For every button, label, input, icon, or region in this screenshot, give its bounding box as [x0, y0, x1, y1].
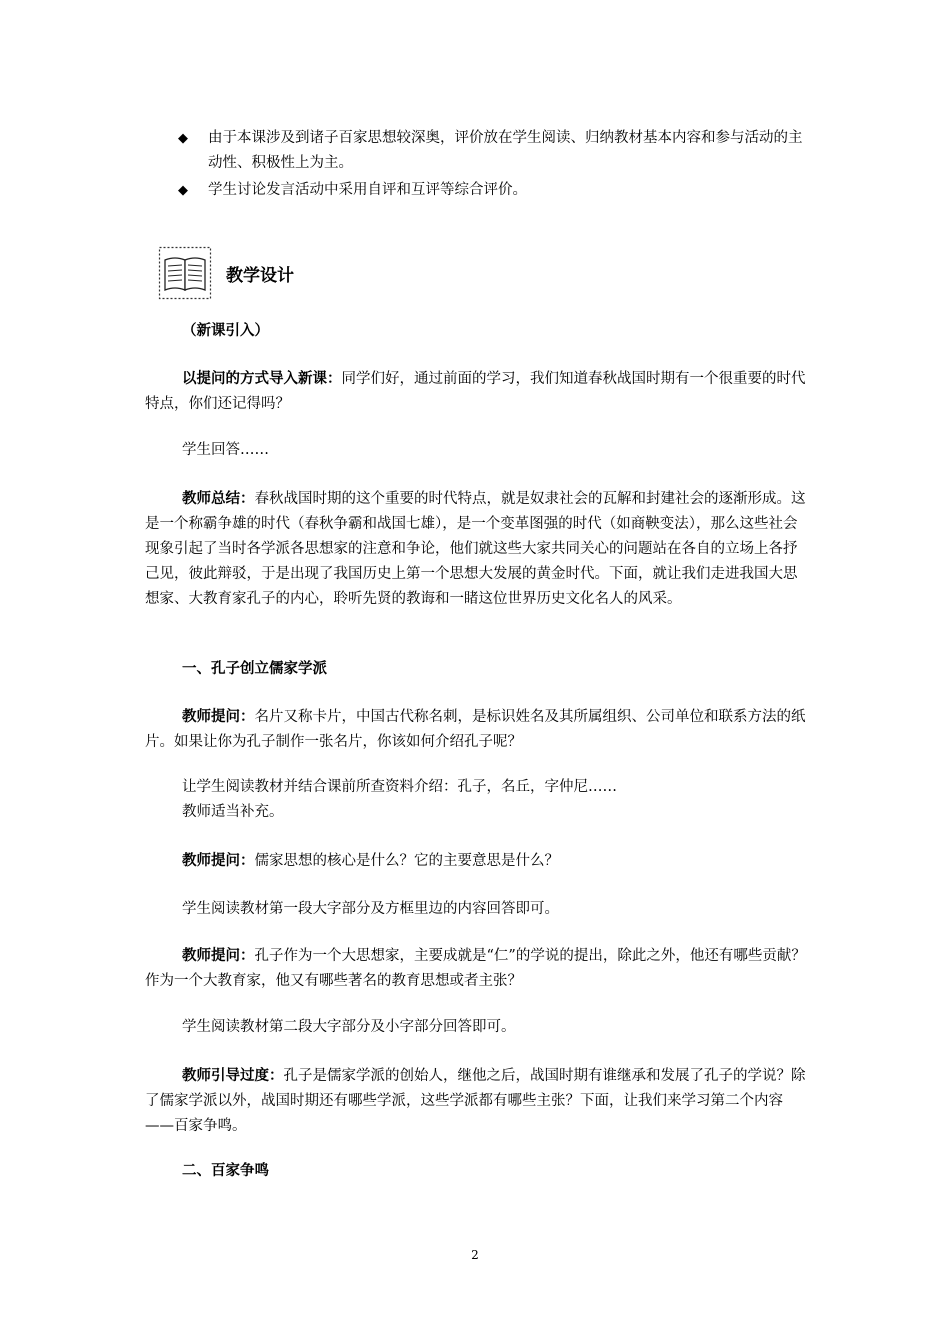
paragraph-label: 教师总结：	[182, 490, 255, 507]
paragraph-text: 儒家思想的核心是什么？它的主要意思是什么？	[254, 853, 559, 869]
paragraph-student-answer: 学生回答……	[182, 442, 269, 458]
paragraph-intro-question	[145, 366, 809, 417]
paragraph-teacher-question-2	[145, 848, 809, 874]
paragraph-teacher-summary	[145, 486, 809, 612]
diamond-bullet-icon: ◆	[178, 131, 188, 146]
paragraph-line: 让学生阅读教材并结合课前所查资料介绍：孔子，名丘，字仲尼……	[182, 779, 617, 795]
paragraph-teacher-transition	[145, 1063, 809, 1139]
paragraph-label: 教师提问：	[182, 852, 255, 869]
paragraph-text: 名片又称卡片，中国古代称名刺，是标识姓名及其所属组织、公司单位和联系方法的纸片。如果让你为孔子制作一张名片，你该如何介绍孔子呢？	[145, 709, 806, 750]
paragraph-label: 教师提问：	[182, 947, 255, 964]
paragraph-teacher-question-3	[145, 943, 809, 994]
paragraph-student-reading	[182, 775, 810, 825]
paragraph-label: 以提问的方式导入新课：	[182, 370, 342, 387]
paragraph-teacher-question-1	[145, 704, 809, 755]
paragraph-text: 孔子作为一个大思想家，主要成就是“仁”的学说的提出，除此之外，他还有哪些贡献？作为一个大教育家，他又有哪些著名的教育思想或者主张？	[145, 948, 806, 989]
page-number: 2	[471, 1248, 479, 1262]
bullet-text: 学生讨论发言活动中采用自评和互评等综合评价。	[208, 182, 527, 198]
bullet-text: 由于本课涉及到诸子百家思想较深奥，评价放在学生阅读、归纳教材基本内容和参与活动的主动性、积极性上为主。	[208, 130, 803, 171]
paragraph-text: 春秋战国时期的这个重要的时代特点，就是奴隶社会的瓦解和封建社会的逐渐形成。这是一个称霸争雄的时代（春秋争霸和战国七雄），是一个变革图强的时代（如商鞅变法），那么这些社会现象引起了当时各学派各思想家的注意和争论，他们就这些大家共同关心的问题站在各自的立场上各抒己见，彼此辩驳，于是出现了我国历史上第一个思想大发展的黄金时代。下面，就让我们走进我国大思想家、大教育家孔子的内心，聆听先贤的教诲和一睹这位世界历史文化名人的风采。	[145, 491, 806, 607]
section-title: 教学设计	[226, 265, 294, 286]
heading-hundred-schools: 二、百家争鸣	[182, 1162, 269, 1179]
paragraph-label: 教师引导过度：	[182, 1067, 284, 1084]
paragraph-line: 教师适当补充。	[182, 804, 284, 820]
bullet-item	[178, 126, 810, 176]
diamond-bullet-icon: ◆	[178, 183, 188, 198]
intro-heading: （新课引入）	[182, 322, 269, 339]
paragraph-student-answer-2: 学生阅读教材第一段大字部分及方框里边的内容回答即可。	[182, 901, 559, 917]
paragraph-label: 教师提问：	[182, 708, 255, 725]
paragraph-text: 孔子是儒家学派的创始人，继他之后，战国时期有谁继承和发展了孔子的学说？除了儒家学派以外，战国时期还有哪些学派，这些学派都有哪些主张？下面，让我们来学习第二个内容——百家争鸣。	[145, 1068, 806, 1134]
section-header	[158, 246, 294, 300]
heading-confucius: 一、孔子创立儒家学派	[182, 660, 327, 677]
bullet-item	[178, 178, 810, 203]
paragraph-student-answer-3: 学生阅读教材第二段大字部分及小字部分回答即可。	[182, 1019, 516, 1035]
evaluation-bullets	[178, 126, 810, 205]
paragraph-text: 同学们好，通过前面的学习，我们知道春秋战国时期有一个很重要的时代特点，你们还记得吗？	[145, 371, 806, 412]
open-book-icon	[158, 246, 212, 300]
